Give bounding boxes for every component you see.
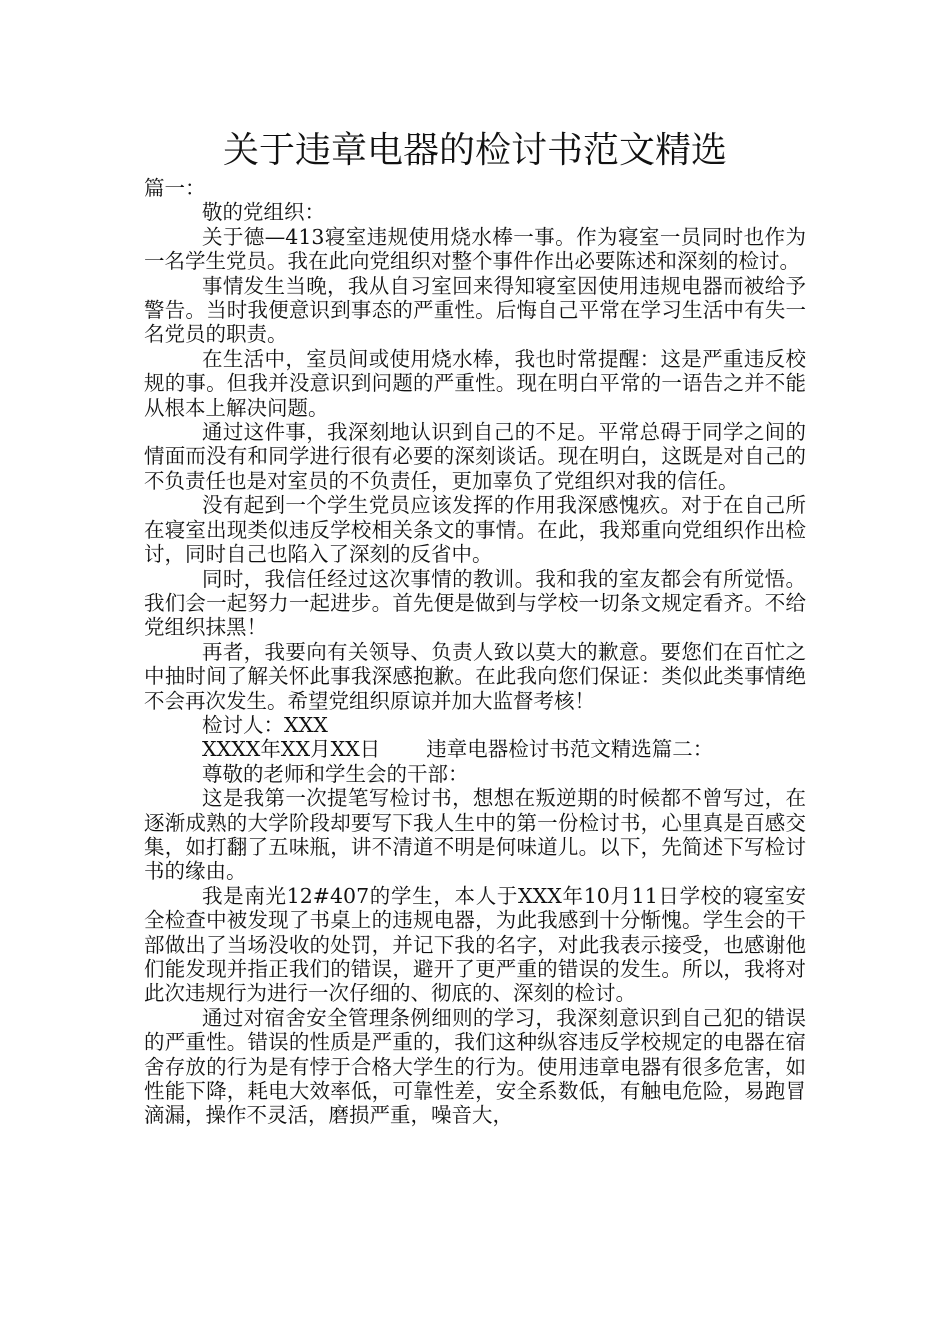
document-title: 关于违章电器的检讨书范文精选 <box>222 130 727 171</box>
paragraph: 我是南光12#407的学生，本人于XXX年10月11日学校的寝室安全检查中被发现了书桌上的违规电器，为此我感到十分惭愧。学生会的干部做出了当场没收的处罚，并记下我的名字，对此我表示接受，也感谢他们能发现并指正我们的错误，避开了更严重的错误的发生。所以，我将对此次违规行为进行一次仔细的、彻底的、深刻的检讨。 <box>144 883 806 1006</box>
paragraph: 通过这件事，我深刻地认识到自己的不足。平常总碍于同学之间的情面而没有和同学进行很有必要的深刻谈话。现在明白，这既是对自己的不负责任也是对室员的不负责任，更加辜负了党组织对我的信任。 <box>144 420 806 493</box>
paragraph: 事情发生当晚，我从自习室回来得知寝室因使用违规电器而被给予警告。当时我便意识到事态的严重性。后悔自己平常在学习生活中有失一名党员的职责。 <box>144 273 806 347</box>
paragraph: 没有起到一个学生党员应该发挥的作用我深感愧疚。对于在自己所在寝室出现类似违反学校相关条文的事情。在此，我郑重向党组织作出检讨，同时自己也陷入了深刻的反省中。 <box>144 493 806 567</box>
date-text: XXXX年XX月XX日 <box>202 737 381 762</box>
section-two-heading: 违章电器检讨书范文精选篇二： <box>426 737 714 762</box>
salutation-one: 敬的党组织： <box>202 200 325 225</box>
date-and-heading-line <box>144 737 806 761</box>
paragraph: 再者，我要向有关领导、负责人致以莫大的歉意。要您们在百忙之中抽时间了解关怀此事我深感抱歉。在此我向您们保证：类似此类事情绝不会再次发生。希望党组织原谅并加大监督考核！ <box>144 639 806 713</box>
signer-line: 检讨人：XXX <box>202 712 328 737</box>
paragraph: 关于德—413寝室违规使用烧水棒一事。作为寝室一员同时也作为一名学生党员。我在此向党组织对整个事件作出必要陈述和深刻的检讨。 <box>144 224 806 274</box>
paragraph: 同时，我信任经过这次事情的教训。我和我的室友都会有所觉悟。我们会一起努力一起进步。首先便是做到与学校一切条文规定看齐。不给党组织抹黑！ <box>144 566 806 640</box>
document-body <box>144 176 806 1128</box>
paragraph: 这是我第一次提笔写检讨书，想想在叛逆期的时候都不曾写过，在逐渐成熟的大学阶段却要写下我人生中的第一份检讨书，心里真是百感交集，如打翻了五味瓶，讲不清道不明是何味道儿。以下，先简述下写检讨书的缘由。 <box>144 786 806 884</box>
paragraph: 通过对宿舍安全管理条例细则的学习，我深刻意识到自己犯的错误的严重性。错误的性质是严重的，我们这种纵容违反学校规定的电器在宿舍存放的行为是有悖于合格大学生的行为。使用违章电器有很多危害，如性能下降，耗电大效率低，可靠性差，安全系数低，有触电危险，易跑冒滴漏，操作不灵活，磨损严重，噪音大， <box>144 1005 806 1128</box>
section-one-label: 篇一： <box>144 176 206 200</box>
salutation-two: 尊敬的老师和学生会的干部： <box>202 761 469 786</box>
paragraph: 在生活中，室员间或使用烧水棒，我也时常提醒：这是严重违反校规的事。但我并没意识到问题的严重性。现在明白平常的一语告之并不能从根本上解决问题。 <box>144 346 806 420</box>
